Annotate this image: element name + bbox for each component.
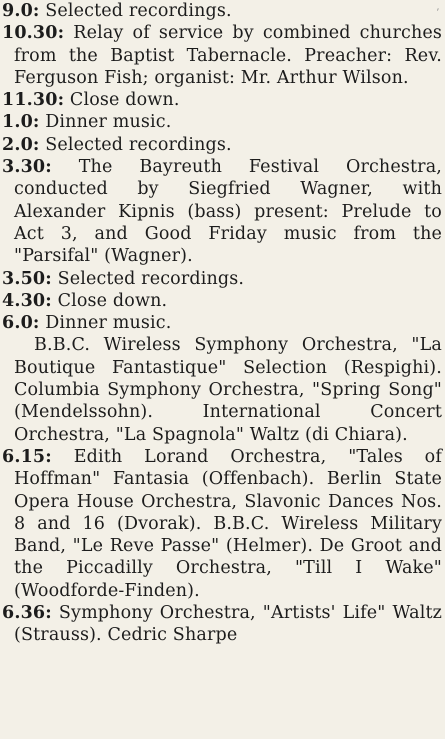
entry-text: Selected recordings. (45, 134, 232, 155)
programme-entry (2, 134, 442, 156)
programme-entry (2, 156, 442, 267)
programme-entry (2, 446, 442, 602)
programme-entry (2, 22, 442, 89)
entry-text: Selected recordings. (57, 268, 245, 289)
entry-time: 2.0 : (2, 135, 40, 155)
programme-entry (2, 602, 442, 647)
entry-time: 10.30 : (2, 23, 64, 43)
entry-time: 4.30 : (2, 291, 52, 311)
entry-text: Symphony Orchestra, "Artists' Life" Waltz (Strauss). Cedric Sharpe (14, 603, 443, 646)
entry-time: 6.0 : (2, 313, 40, 333)
entry-text: Dinner music. (45, 112, 172, 133)
entry-text: Edith Lorand Orchestra, "Tales of Hoffman" Fantasia (Offenbach). Berlin State Opera House Orchestra, Slavonic Dances Nos. 8 and 16 (Dvorak). B.B.C. Wireless Military Band, "Le Reve Passe" (Helmer). De Groot and the Piccadilly Orchestra, "Till I Wake" (Woodforde-Finden). (14, 446, 442, 601)
programme-entry (2, 290, 442, 312)
entry-text: Dinner music. (45, 313, 172, 334)
entry-time: 9.0 : (2, 1, 40, 21)
entry-time: 1.0 : (2, 112, 40, 132)
radio-programme-listing (2, 0, 442, 647)
entry-text: Close down. (69, 90, 180, 111)
programme-entry (2, 312, 442, 334)
programme-entry (2, 111, 442, 133)
entry-text: Close down. (57, 290, 168, 311)
entry-time: 3.30 : (2, 157, 52, 177)
programme-entry (2, 268, 442, 290)
programme-entry (2, 0, 442, 22)
entry-time: 3.50 : (2, 269, 52, 289)
entry-time: 11.30 : (2, 90, 64, 110)
programme-entry (2, 89, 442, 111)
entry-text: Selected recordings. (45, 1, 232, 21)
entry-time: 6.15 : (2, 447, 52, 467)
entry-text: Relay of service by combined churches from the Baptist Tabernacle. Preacher: Rev. Ferguson Fish; organist: Mr. Arthur Wilson. (14, 23, 442, 88)
entry-time: 6.36 : (2, 603, 52, 623)
entry-text: The Bayreuth Festival Orchestra, conducted by Siegfried Wagner, with Alexander Kipnis (bass) present: Prelude to Act 3, and Good Friday music from the "Parsifal" (Wagner). (14, 157, 442, 267)
print-speck: ′ (435, 5, 444, 21)
programme-paragraph: B.B.C. Wireless Symphony Orchestra, "La Boutique Fantastique" Selection (Respighi). Columbia Symphony Orchestra, "Spring Song" (Mendelssohn). International Concert Orchestra, "La Spagnola" Waltz (di Chiara). (14, 335, 442, 445)
